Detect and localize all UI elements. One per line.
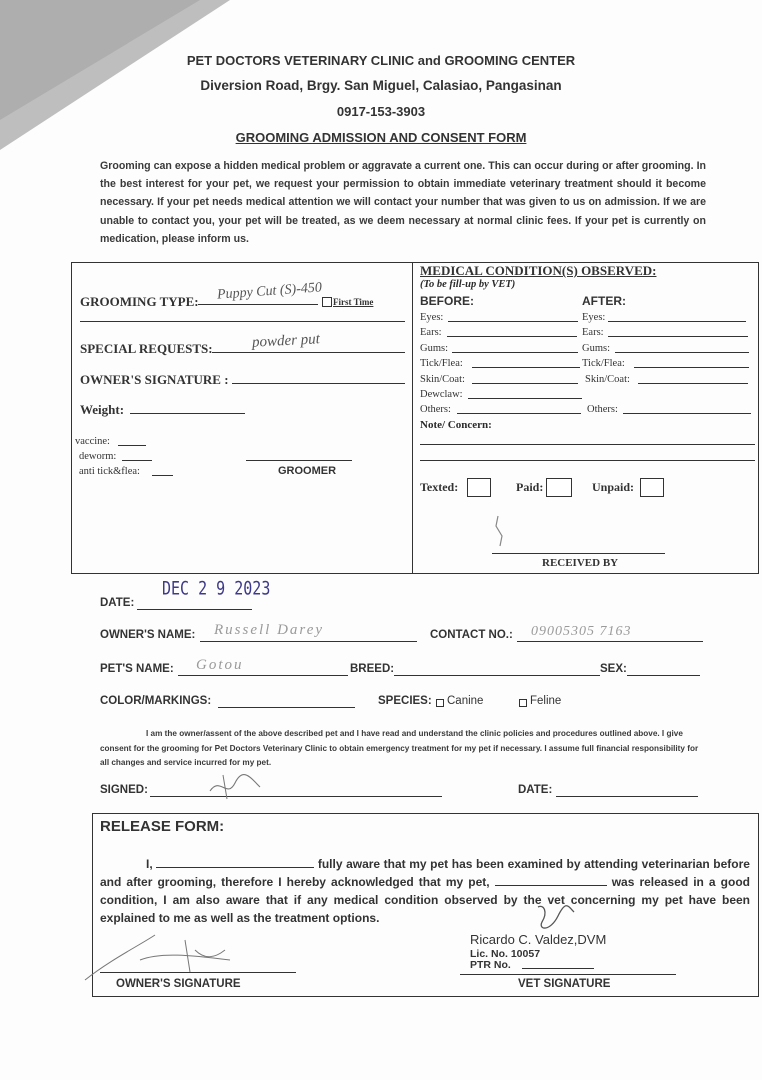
- note-line-1[interactable]: [420, 444, 755, 445]
- date2-label: DATE:: [518, 784, 553, 796]
- pet-name-line[interactable]: [178, 675, 348, 676]
- intro-paragraph: Grooming can expose a hidden medical problem or aggravate a current one. This can occur during or after grooming. In the best interest for your pet, we request your permission to obtain immediate veterinary treatment should it become necessary. If your pet needs medical attention we will contact your number that was given to us on admission. If we are unable to contact you, your pet will be treated, as we deem necessary at normal clinic fees. If your pet is currently on medication, please inform us.: [100, 160, 706, 245]
- unpaid-checkbox[interactable]: [640, 478, 664, 497]
- special-requests-line: [212, 352, 405, 353]
- signed-label: SIGNED:: [100, 784, 148, 796]
- breed-label: BREED:: [350, 663, 395, 675]
- clinic-name: PET DOCTORS VETERINARY CLINIC and GROOMING CENTER: [186, 53, 576, 68]
- before-gums-line[interactable]: [452, 352, 578, 353]
- deworm-label: deworm:: [79, 451, 117, 462]
- release-text-1: fully aware that my pet has been examined by attending veterinarian before and after grooming, therefore I hereby acknowledged that my pet,: [100, 857, 750, 889]
- received-by-line[interactable]: [492, 553, 665, 554]
- release-owner-name-line[interactable]: [156, 857, 314, 868]
- received-by-label: RECEIVED BY: [542, 557, 619, 569]
- before-others-line[interactable]: [457, 413, 581, 414]
- release-paragraph: [100, 855, 750, 927]
- owner-signature-label: OWNER'S SIGNATURE :: [80, 372, 229, 387]
- after-eyes-line[interactable]: [608, 321, 746, 322]
- before-label: BEFORE:: [420, 294, 474, 308]
- signed-line[interactable]: [150, 796, 442, 797]
- after-ears-line[interactable]: [608, 336, 748, 337]
- before-tick-line[interactable]: [472, 367, 580, 368]
- unpaid-label: Unpaid:: [592, 480, 635, 494]
- after-ears-label: Ears:: [582, 327, 604, 338]
- clinic-address: Diversion Road, Brgy. San Miguel, Calasiao, Pangasinan: [200, 78, 562, 93]
- contact-value[interactable]: 09005305 7163: [531, 624, 632, 639]
- owner-release-signature-label: OWNER'S SIGNATURE: [116, 978, 241, 990]
- pet-name-label: PET'S NAME:: [100, 663, 174, 675]
- ptr-no-line[interactable]: [522, 968, 594, 969]
- first-time-label: First Time: [333, 297, 374, 307]
- before-gums-label: Gums:: [420, 343, 449, 354]
- before-dewclaw-line[interactable]: [468, 398, 582, 399]
- before-skin-label: Skin/Coat:: [420, 374, 465, 385]
- anti-tick-label: anti tick&flea:: [79, 466, 140, 477]
- vet-signature-line[interactable]: [460, 974, 676, 975]
- medical-condition-title: MEDICAL CONDITION(S) OBSERVED:: [420, 263, 657, 278]
- before-dewclaw-label: Dewclaw:: [420, 389, 463, 400]
- groomer-label: GROOMER: [278, 465, 337, 477]
- after-others-line[interactable]: [623, 413, 751, 414]
- vet-name: Ricardo C. Valdez,DVM: [470, 932, 607, 947]
- note-label: Note/ Concern:: [420, 419, 492, 431]
- medical-condition-subtitle: (To be fill-up by VET): [420, 279, 516, 290]
- release-pet-name-line[interactable]: [495, 875, 607, 886]
- anti-tick-line[interactable]: [152, 475, 173, 476]
- date-label: DATE:: [100, 597, 135, 609]
- before-others-label: Others:: [420, 404, 451, 415]
- first-time-checkbox[interactable]: [322, 297, 332, 307]
- after-gums-line[interactable]: [615, 352, 749, 353]
- weight-line[interactable]: [130, 413, 245, 414]
- after-eyes-label: Eyes:: [582, 312, 606, 323]
- owner-name-line[interactable]: [200, 641, 417, 642]
- before-eyes-label: Eyes:: [420, 312, 444, 323]
- owner-signature-line[interactable]: [232, 383, 405, 384]
- after-skin-line[interactable]: [638, 383, 748, 384]
- box-divider: [412, 262, 413, 573]
- vaccine-label: vaccine:: [75, 436, 110, 447]
- vet-lic-no: Lic. No. 10057: [470, 948, 541, 960]
- species-label: SPECIES:: [378, 695, 432, 707]
- after-tick-label: Tick/Flea:: [582, 358, 625, 369]
- date2-line[interactable]: [556, 796, 698, 797]
- owner-name-value[interactable]: Russell Darey: [214, 622, 325, 638]
- grooming-type-line-2: [80, 321, 405, 322]
- pet-name-value[interactable]: Gotou: [196, 657, 244, 673]
- date-line[interactable]: [137, 609, 252, 610]
- release-form-title: RELEASE FORM:: [100, 818, 225, 835]
- texted-checkbox[interactable]: [467, 478, 491, 497]
- special-requests-label: SPECIAL REQUESTS:: [80, 341, 213, 356]
- before-skin-line[interactable]: [472, 383, 578, 384]
- owner-signature-mark: [205, 771, 265, 803]
- paid-checkbox[interactable]: [546, 478, 572, 497]
- after-label: AFTER:: [582, 294, 626, 308]
- texted-label: Texted:: [420, 480, 459, 494]
- after-skin-label: Skin/Coat:: [585, 374, 630, 385]
- folded-corner-shadow: [0, 0, 230, 150]
- date-stamp: DEC 2 9 2023: [162, 576, 271, 600]
- form-title: GROOMING ADMISSION AND CONSENT FORM: [235, 130, 527, 145]
- owner-release-signature-line[interactable]: [100, 972, 296, 973]
- grooming-type-line: [198, 304, 318, 305]
- vaccine-line[interactable]: [118, 445, 146, 446]
- owner-name-label: OWNER'S NAME:: [100, 629, 196, 641]
- clinic-phone: 0917-153-3903: [336, 104, 426, 119]
- consent-paragraph: I am the owner/assent of the above described pet and I have read and understand the clinic policies and procedures outlined above. I give consent for the grooming for Pet Doctors Veterinary Clinic to obtain emergency treatment for my pet if necessary. I assume full financial responsibility for all changes and service incurred for my pet.: [100, 729, 699, 767]
- breed-line[interactable]: [394, 675, 600, 676]
- vet-signature-label: VET SIGNATURE: [518, 978, 611, 990]
- before-ears-line[interactable]: [447, 336, 577, 337]
- color-line[interactable]: [218, 707, 355, 708]
- after-tick-line[interactable]: [634, 367, 749, 368]
- paid-label: Paid:: [516, 480, 544, 494]
- note-line-2[interactable]: [420, 460, 755, 461]
- vet-ptr-no: PTR No.: [470, 959, 511, 971]
- sex-line[interactable]: [627, 675, 700, 676]
- feline-checkbox[interactable]: [519, 699, 527, 707]
- feline-label: Feline: [530, 695, 562, 707]
- before-ears-label: Ears:: [420, 327, 442, 338]
- weight-label: Weight:: [80, 402, 125, 417]
- after-others-label: Others:: [587, 404, 618, 415]
- contact-label: CONTACT NO.:: [430, 629, 513, 641]
- groomer-line[interactable]: [246, 460, 352, 461]
- before-eyes-line[interactable]: [448, 321, 578, 322]
- owner-release-signature-mark: [80, 930, 250, 985]
- deworm-line[interactable]: [122, 460, 152, 461]
- release-text-2: was released in a good condition, I am also aware that if any medical condition observed by the vet concerning my pet have been explained to me as well as the treatment options.: [100, 875, 750, 925]
- after-gums-label: Gums:: [582, 343, 611, 354]
- release-i: I,: [146, 857, 153, 871]
- grooming-type-value[interactable]: Puppy Cut (S)-450: [216, 280, 323, 303]
- sex-label: SEX:: [600, 663, 627, 675]
- canine-label: Canine: [447, 695, 484, 707]
- color-label: COLOR/MARKINGS:: [100, 695, 212, 707]
- special-requests-value[interactable]: powder put: [251, 331, 321, 351]
- contact-line[interactable]: [517, 641, 703, 642]
- grooming-type-label: GROOMING TYPE:: [80, 294, 199, 309]
- received-by-mark: [490, 512, 510, 552]
- before-tick-label: Tick/Flea:: [420, 358, 463, 369]
- canine-checkbox[interactable]: [436, 699, 444, 707]
